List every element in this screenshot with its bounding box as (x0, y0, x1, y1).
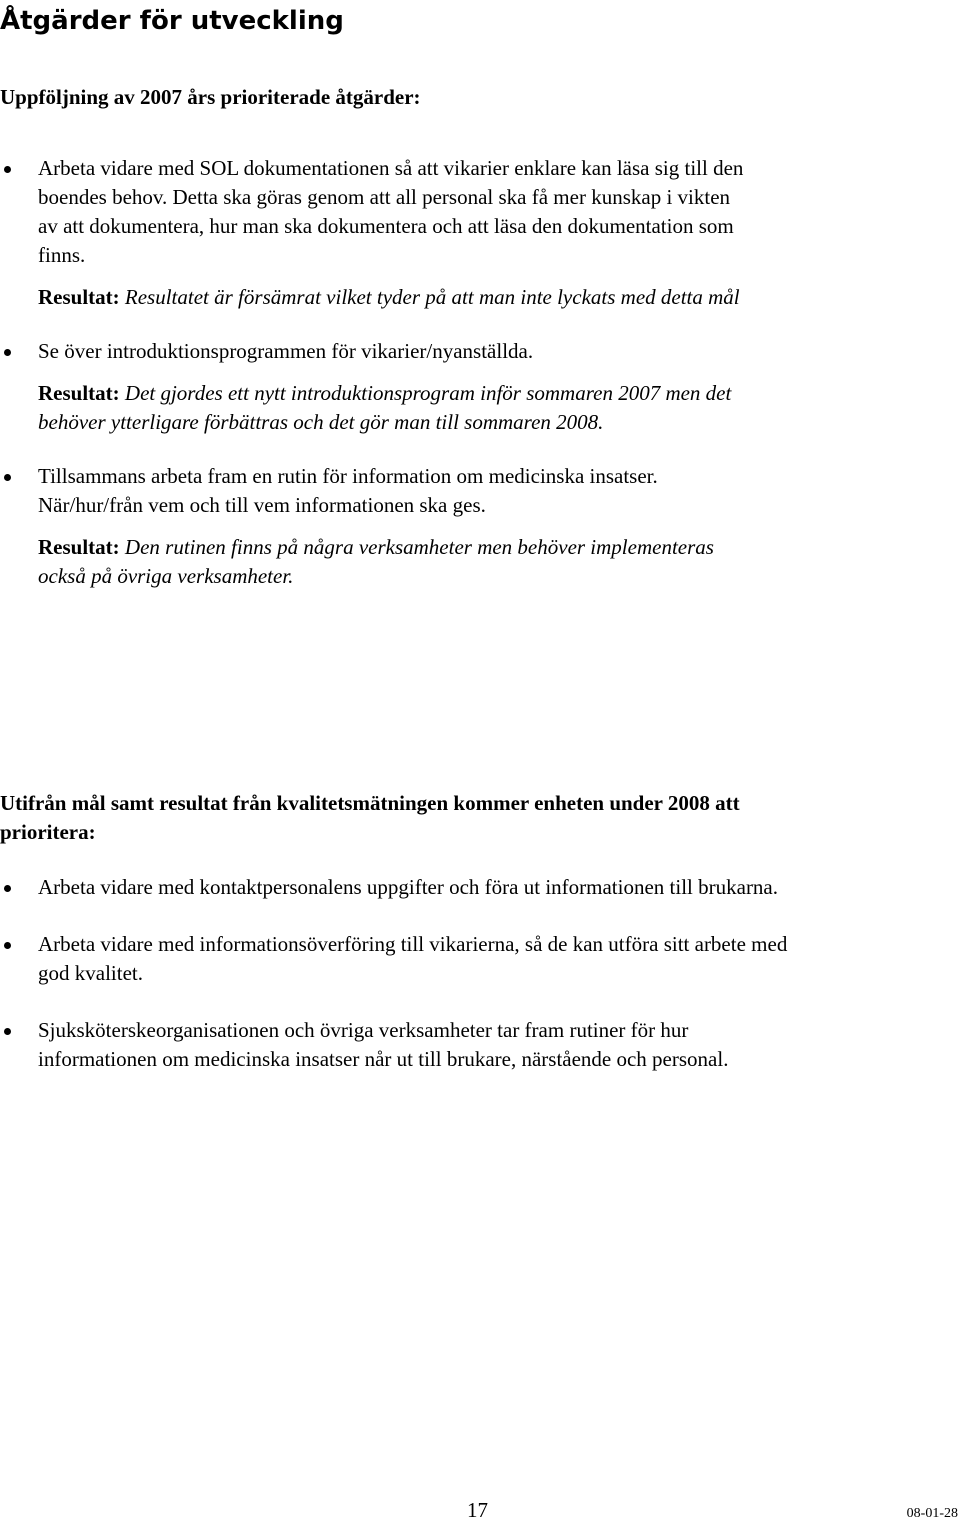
bullet-icon (4, 885, 11, 892)
priority-item-text: Sjuksköterskeorganisationen och övriga verksamheter tar fram rutiner för hur informationen om medicinska insatser når ut till brukare, närstående och personal. (38, 1018, 729, 1071)
followup-item-text: Tillsammans arbeta fram en rutin för information om medicinska insatser. När/hur/från vem och till vem informationen ska ges. (38, 464, 658, 517)
result-label: Resultat: (38, 535, 120, 559)
page-date: 08-01-28 (906, 1506, 958, 1521)
bullet-icon (4, 349, 11, 356)
bullet-icon (4, 1028, 11, 1035)
followup-item (0, 154, 745, 312)
followup-item (0, 462, 745, 591)
priorities-list (0, 873, 800, 1074)
followup-heading: Uppföljning av 2007 års prioriterade åtgärder: (0, 85, 421, 109)
followup-item-text: Arbeta vidare med SOL dokumentationen så att vikarier enklare kan läsa sig till den boendes behov. Detta ska göras genom att all personal ska få mer kunskap i vikten av att dokumentera, hur man ska dokumentera och att läsa den dokumentation som finns. (38, 156, 744, 267)
result-line (38, 533, 745, 591)
page-number: 17 (467, 1498, 488, 1522)
priority-item (0, 873, 800, 902)
followup-list (0, 154, 745, 591)
bullet-icon (4, 942, 11, 949)
bullet-icon (4, 474, 11, 481)
followup-item-text: Se över introduktionsprogrammen för vikarier/nyanställda. (38, 339, 534, 363)
result-line (38, 283, 745, 312)
followup-item (0, 337, 745, 437)
priority-item (0, 930, 800, 988)
result-label: Resultat: (38, 381, 120, 405)
result-text: Det gjordes ett nytt introduktionsprogram inför sommaren 2007 men det behöver ytterligare förbättras och det gör man till sommaren 2008. (38, 381, 732, 434)
page-title: Åtgärder för utveckling (0, 6, 344, 36)
result-line (38, 379, 745, 437)
bullet-icon (4, 166, 11, 173)
result-text: Den rutinen finns på några verksamheter men behöver implementeras också på övriga verksamheter. (38, 535, 714, 588)
result-label: Resultat: (38, 285, 120, 309)
priorities-heading: Utifrån mål samt resultat från kvalitetsmätningen kommer enheten under 2008 att prioritera: (0, 791, 740, 844)
priority-item-text: Arbeta vidare med informationsöverföring till vikarierna, så de kan utföra sitt arbete med god kvalitet. (38, 932, 788, 985)
result-text: Resultatet är försämrat vilket tyder på att man inte lyckats med detta mål (124, 285, 740, 309)
priority-item-text: Arbeta vidare med kontaktpersonalens uppgifter och föra ut informationen till brukarna. (38, 875, 779, 899)
priority-item (0, 1016, 800, 1074)
